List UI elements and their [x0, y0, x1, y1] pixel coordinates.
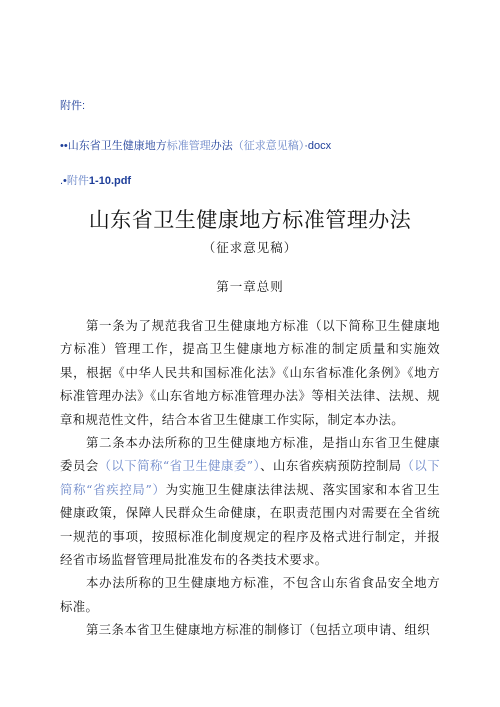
article-2-part: 、山东省疾病预防控制局: [260, 458, 402, 474]
attachment-name-part: 附件: [66, 175, 89, 187]
article-2-part: （以下简称“省卫生健康委”）: [98, 458, 261, 474]
attachment-name-part: （征求意见稿）: [232, 140, 305, 152]
attachment-bullet: ••: [60, 140, 68, 152]
document-subtitle: （征求意见稿）: [202, 240, 298, 255]
attachment-bullet: .•: [60, 175, 67, 187]
article-2: [60, 431, 440, 571]
attachment-name-part: 标准管理: [166, 140, 211, 152]
document-title: 山东省卫生健康地方标准管理办法: [88, 208, 412, 232]
attachment-header: 附件:: [60, 100, 86, 112]
article-2-part: 为实施卫生健康法律法规、落实国家和本省卫生健康政策，保障人民群众生命健康，在职责范围内对需要在全省统一规范的事项，按照标准化制度规定的程序及格式进行制定，并报经省市场监督管理局批准发布的各类技术要求。: [60, 481, 440, 568]
document-body: [60, 314, 440, 642]
attachment-name-part: 1-10.pdf: [88, 175, 132, 187]
article-1: 第一条为了规范我省卫生健康地方标准（以下简称卫生健康地方标准）管理工作，提高卫生健康地方标准的制定质量和实施效果，根据《中华人民共和国标准化法》《山东省标准化条例》《地方标准管理办法》《山东省地方标准管理办法》等相关法律、法规、规章和规范性文件，结合本省卫生健康工作实际，制定本办法。: [60, 318, 440, 427]
attachment-name-part: 山东省卫生健康地方: [67, 140, 167, 152]
article-2-part: 第二条本办法所称的卫生健康地方标准，是指山东省卫生健康委员会: [60, 435, 440, 474]
attachment-link-pdf[interactable]: [60, 172, 131, 188]
attachment-name-part: 办法: [210, 140, 233, 152]
article-2-note: 本办法所称的卫生健康地方标准，不包含山东省食品安全地方标准。: [60, 575, 440, 614]
attachment-ext: ·docx: [304, 140, 332, 152]
article-3: 第三条本省卫生健康地方标准的制修订（包括立项申请、组织: [86, 622, 431, 638]
attachment-link-docx[interactable]: [60, 137, 331, 153]
article-2-part: （以下简称“省疾控局”）: [60, 458, 440, 497]
chapter-heading: 第一章总则: [216, 279, 284, 294]
